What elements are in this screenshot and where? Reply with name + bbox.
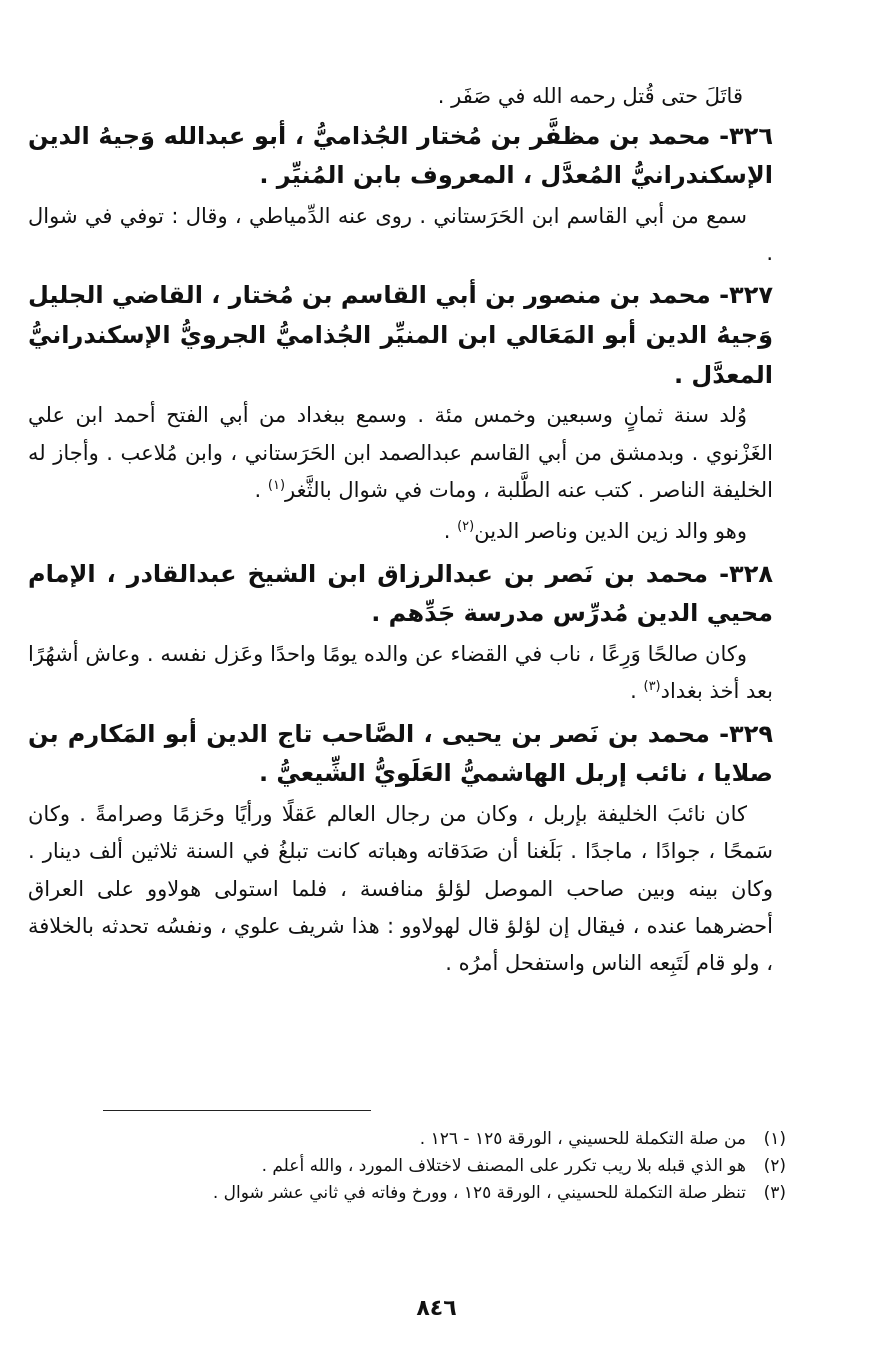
- entry-paragraph-328: وكان صالحًا وَرِعًا ، ناب في القضاء عن والده يومًا واحدًا وعَزل نفسه . وعاش أشهُرًا بعد أخذ بغداد$^{(٣)}$ .: [28, 641, 773, 704]
- footnote-ref-3[interactable]: (٣): [643, 679, 661, 695]
- entry-text-328: وكان صالحًا وَرِعًا ، ناب في القضاء عن والده يومًا واحدًا وعَزل نفسه . وعاش أشهُرًا بعد أخذ بغداد: [28, 641, 773, 704]
- entry-heading-329: ٣٢٩- محمد بن نَصر بن يحيى ، الصَّاحب تاج الدين أبو المَكارم بن صلايا ، نائب إربل الهاشميُّ العَلَويُّ الشِّيعيُّ .: [28, 719, 773, 788]
- entry-heading-328: ٣٢٨- محمد بن نَصر بن عبدالرزاق ابن الشيخ عبدالقادر ، الإمام محيي الدين مُدرِّس مدرسة جَدِّهم .: [28, 559, 773, 628]
- footnotes: [60, 1126, 786, 1208]
- entry-text-327-b: وهو والد زين الدين وناصر الدين: [474, 519, 747, 544]
- footnote-number: (٢): [763, 1156, 786, 1177]
- footnote-ref-1[interactable]: (١): [267, 478, 286, 494]
- footnote-text: هو الذي قبله بلا ريب تكرر على المصنف لاختلاف المورد ، والله أعلم .: [261, 1156, 746, 1177]
- footnote-2: [60, 1153, 786, 1180]
- footnote-number: (١): [763, 1129, 786, 1149]
- entry-paragraph-329: كان نائبَ الخليفة بإربل ، وكان من رجال العالم عَقلًا ورأيًا وحَزمًا وصرامةً . وكان سَمحًا ، جوادًا ، ماجدًا . بَلَغنا أن صَدَقاته وهباته كانت تبلغُ في السنة ثلاثين ألف دينار . وكان بينه وبين صاحب الموصل لؤلؤ منافسة ، فلما استولى هولاوو على العراق أحضرهما عنده ، فيقال إن لؤلؤ قال لهولاوو : هذا شريف علوي ، ونفسُه تحدثه بالخلافة ، ولو قام لَتَبِعه الناس واستفحل أمرُه .: [28, 801, 773, 976]
- footnote-divider: [103, 1110, 371, 1111]
- entry-paragraph-327-b: وهو والد زين الدين وناصر الدين$^{(٢)}$ .: [443, 519, 747, 544]
- entry-text-327-a: وُلد سنة ثمانٍ وسبعين وخمس مئة . وسمع ببغداد من أبي الفتح أحمد ابن علي الغَزْنوي . وبدمشق من أبي القاسم عبدالصمد ابن الحَرَستاني ، وابن مُلاعب . وأجاز له الخليفة الناصر . كتب عنه الطَّلبة ، ومات في شوال بالثَّغر: [28, 403, 773, 503]
- footnote-text: تنظر صلة التكملة للحسيني ، الورقة ١٢٥ ، وورخ وفاته في ثاني عشر شوال .: [212, 1183, 746, 1204]
- entry-heading-327: ٣٢٧- محمد بن منصور بن أبي القاسم بن مُختار ، القاضي الجليل وَجيهُ الدين أبو المَعَالي ابن المنيِّر الجُذاميُّ الجرويُّ الإسكندرانيُّ المعدَّل .: [28, 281, 773, 389]
- entry-paragraph-327-a: وُلد سنة ثمانٍ وسبعين وخمس مئة . وسمع ببغداد من أبي الفتح أحمد ابن علي الغَزْنوي . وبدمشق من أبي القاسم عبدالصمد ابن الحَرَستاني ، وابن مُلاعب . وأجاز له الخليفة الناصر . كتب عنه الطَّلبة ، ومات في شوال بالثَّغر$^{(١)}$ .: [28, 403, 773, 503]
- footnote-ref-2[interactable]: (٢): [457, 519, 475, 535]
- footnote-text: من صلة التكملة للحسيني ، الورقة ١٢٥ - ١٢٦ .: [419, 1129, 746, 1149]
- footnote-3: [60, 1180, 786, 1207]
- intro-line: قاتَلَ حتى قُتل رحمه الله في صَفَر .: [437, 84, 743, 108]
- page-number: ٨٤٦: [416, 1296, 457, 1321]
- entry-paragraph-326: سمع من أبي القاسم ابن الحَرَستاني . روى عنه الدِّمياطي ، وقال : توفي في شوال .: [28, 203, 773, 266]
- entry-heading-326: ٣٢٦- محمد بن مظفَّر بن مُختار الجُذاميُّ ، أبو عبدالله وَجيهُ الدين الإسكندرانيُّ المُعدَّل ، المعروف بابن المُنيِّر .: [28, 121, 773, 190]
- footnote-number: (٣): [763, 1183, 786, 1204]
- page-body: [28, 80, 773, 987]
- footnote-1: [60, 1126, 786, 1153]
